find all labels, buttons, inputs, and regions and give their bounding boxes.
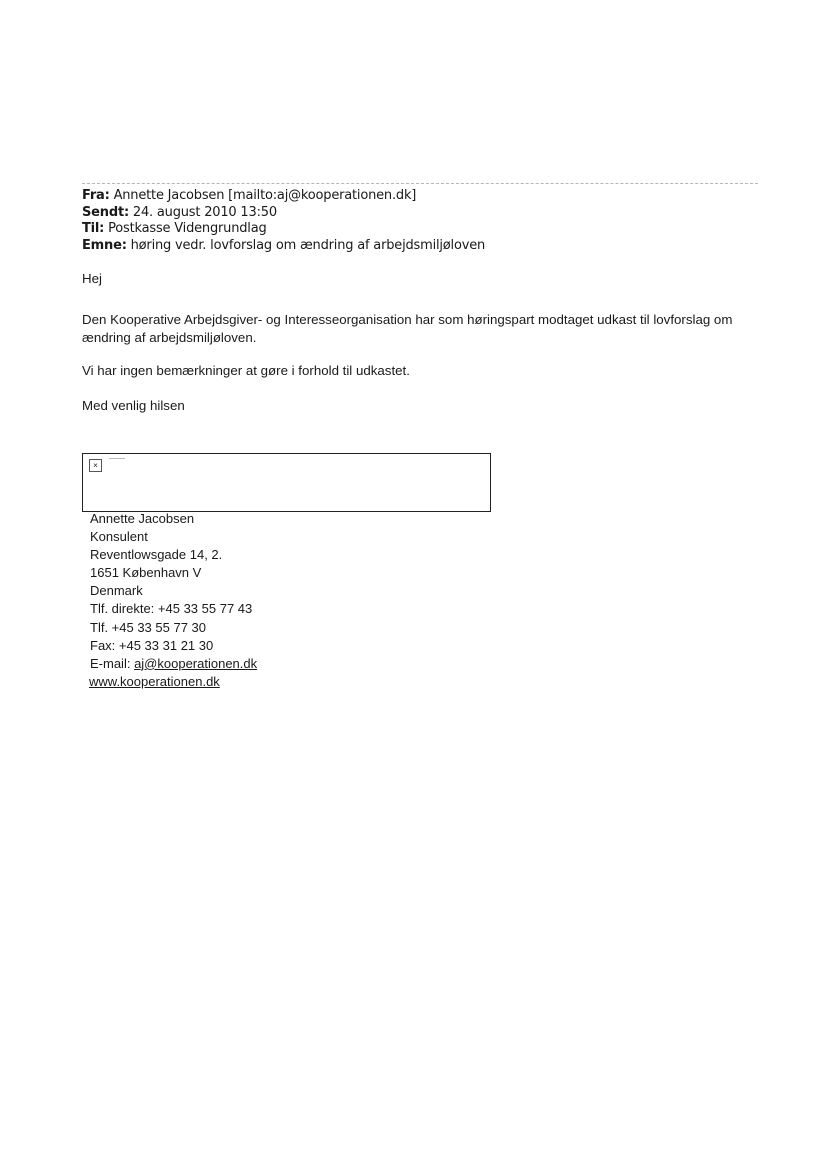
signature-fax: Fax: +45 33 31 21 30 [90, 637, 214, 653]
subject-row [82, 238, 485, 255]
website-link[interactable]: www.kooperationen.dk [89, 673, 220, 689]
from-label: Fra: [82, 188, 110, 203]
sent-value: 24. august 2010 13:50 [132, 204, 277, 220]
image-placeholder-line [109, 458, 125, 459]
email-header [82, 188, 485, 254]
email-label: E-mail: [90, 655, 135, 671]
subject-label: Emne: [82, 237, 127, 253]
signature-phone: Tlf. +45 33 55 77 30 [90, 619, 207, 635]
signature-country: Denmark [90, 583, 143, 599]
signature-name: Annette Jacobsen [90, 511, 195, 526]
body-paragraph-1: Den Kooperative Arbejdsgiver- og Interesseorganisation har som høringspart modtaget udkast til lovforslag om ændring af arbejdsmiljøloven. [82, 312, 733, 345]
subject-value: høring vedr. lovforslag om ændring af arbejdsmiljøloven [130, 237, 486, 253]
to-label: Til: [82, 221, 105, 236]
from-row [82, 188, 485, 205]
sent-label: Sendt: [82, 204, 129, 220]
header-divider [82, 183, 758, 184]
sent-row [82, 205, 485, 222]
signature-street: Reventlowsgade 14, 2. [90, 547, 223, 563]
closing: Med venlig hilsen [82, 398, 185, 413]
signature-phone-direct: Tlf. direkte: +45 33 55 77 43 [90, 601, 253, 617]
signature-title: Konsulent [90, 529, 148, 545]
signature-email-row [90, 655, 257, 673]
greeting: Hej [82, 271, 102, 286]
to-value: Postkasse Videngrundlag [108, 221, 267, 236]
broken-image-icon: × [89, 459, 102, 472]
to-row [82, 221, 485, 238]
body-paragraph-2: Vi har ingen bemærkninger at gøre i forhold til udkastet. [82, 363, 410, 378]
signature-image-frame [82, 453, 491, 512]
email-link[interactable]: aj@kooperationen.dk [134, 655, 258, 671]
from-value: Annette Jacobsen [mailto:aj@kooperationen.dk] [113, 188, 417, 203]
signature-block [90, 510, 257, 691]
signature-city: 1651 København V [90, 565, 202, 581]
